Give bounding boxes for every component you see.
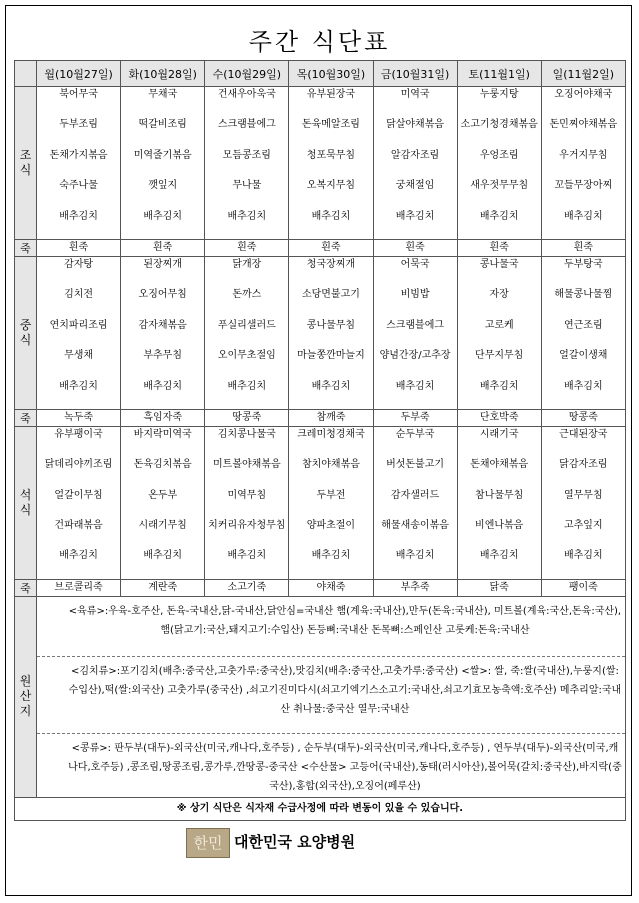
menu-item: 두부전 bbox=[316, 489, 346, 501]
menu-item: 버섯돈불고기 bbox=[386, 459, 445, 471]
menu-item: 된장찌개 bbox=[143, 258, 182, 270]
menu-item: 미역무침 bbox=[227, 489, 267, 501]
juk-label: 죽 bbox=[15, 409, 37, 426]
menu-item: 닭데리야끼조림 bbox=[44, 459, 113, 471]
menu-item: 마늘쫑깐마늘지 bbox=[297, 350, 365, 362]
day-header: 목(10월30일) bbox=[289, 61, 373, 87]
dinner-label: 석 식 bbox=[15, 426, 37, 579]
juk-item: 흰죽 bbox=[37, 239, 121, 256]
menu-item: 순두부국 bbox=[395, 428, 435, 440]
origin-kimchi: <김치류>:포기김치(배추:중국산,고춧가루:중국산),맛김치(배추:중국산,고춧가루:중국산) <쌀>: 쌀, 죽:쌀(국내산),누룽지(쌀:수입산),떡(쌀:외국산) 고춧가루(중국산) ,쇠고기진미다시(쇠고기엑기스소고기:국내산,쇠고기효모농축액:호주산) 메추리알:국내산 취나물:중국산 열무:국내산 bbox=[37, 656, 625, 733]
breakfast-label: 조 식 bbox=[15, 87, 37, 240]
dinner-juk-row bbox=[15, 579, 626, 596]
origin-meat: <육류>:우육-호주산, 돈육-국내산,닭-국내산,닭안심=국내산 햄(계육:국내산),만두(돈육:국내산), 미트볼(계육:국산,돈육:국산),햄(닭고기:국산,돼지고기:수입산) 돈등뼈:국내산 돈목뼈:스페인산 고롯케:돈육:국내산 bbox=[68, 605, 622, 636]
breakfast-row bbox=[15, 87, 626, 240]
menu-item: 돈육메알조림 bbox=[301, 119, 360, 131]
page-title: 주간 식단표 bbox=[248, 28, 391, 56]
breakfast-day-cell bbox=[37, 87, 121, 240]
menu-item: 소고기청경채볶음 bbox=[460, 119, 538, 131]
lunch-juk-row bbox=[15, 409, 626, 426]
juk-item: 흰죽 bbox=[289, 239, 373, 256]
menu-item: 두부조림 bbox=[59, 119, 98, 131]
menu-item: 온두부 bbox=[148, 489, 178, 501]
day-header: 화(10월28일) bbox=[121, 61, 205, 87]
day-header: 토(11월1일) bbox=[457, 61, 541, 87]
breakfast-day-cell bbox=[373, 87, 457, 240]
header-corner bbox=[15, 61, 37, 87]
menu-item: 오이무초절임 bbox=[217, 350, 276, 362]
menu-item: 배추김치 bbox=[563, 550, 603, 562]
menu-item: 콩나물국 bbox=[479, 258, 519, 270]
menu-item: 근대된장국 bbox=[559, 428, 608, 440]
juk-item: 녹두죽 bbox=[37, 409, 121, 426]
hospital-name: 대한민국 요양병원 bbox=[234, 833, 356, 851]
origin-row bbox=[15, 596, 626, 797]
juk-item: 흰죽 bbox=[457, 239, 541, 256]
origin-beans-seafood: <콩류>: 판두부(대두)-외국산(미국,캐나다,호주등) , 순두부(대두)-외국산(미국,캐나다,호주등) , 연두부(대두)-외국산(미국,캐나다,호주등) ,콩조림,땅콩조림,콩가루,깐땅콩-중국산 <수산물> 고등어(국내산),동태(러시아산),볼어묵(갈치:중국산),바지락(중국산),홍합(외국산),오징어(페루산) bbox=[37, 733, 625, 797]
menu-item: 배추김치 bbox=[311, 380, 351, 392]
juk-item: 소고기죽 bbox=[205, 579, 289, 596]
note-row bbox=[15, 797, 626, 820]
menu-item: 바지락미역국 bbox=[133, 428, 192, 440]
menu-item: 북어무국 bbox=[59, 89, 98, 100]
juk-item: 흰죽 bbox=[205, 239, 289, 256]
juk-item: 참깨죽 bbox=[289, 409, 373, 426]
menu-item: 시래기무침 bbox=[138, 520, 187, 532]
juk-item: 흰죽 bbox=[373, 239, 457, 256]
menu-item: 감자채볶음 bbox=[138, 319, 187, 331]
menu-item: 비빔밥 bbox=[400, 289, 430, 301]
day-header: 월(10월27일) bbox=[37, 61, 121, 87]
dinner-day-cell bbox=[289, 426, 373, 579]
menu-item: 고추잎지 bbox=[563, 520, 603, 532]
breakfast-day-cell bbox=[457, 87, 541, 240]
lunch-day-cell bbox=[205, 256, 289, 409]
menu-table bbox=[14, 60, 626, 821]
menu-item: 스크램블에그 bbox=[386, 319, 445, 331]
menu-item: 크레미청경채국 bbox=[297, 428, 365, 440]
menu-item: 우엉조림 bbox=[479, 149, 519, 161]
juk-label: 죽 bbox=[15, 239, 37, 256]
menu-item: 소당면불고기 bbox=[301, 289, 360, 301]
menu-item: 두부탕국 bbox=[563, 258, 603, 270]
menu-item: 꼬들무장아찌 bbox=[554, 180, 613, 192]
menu-item: 얼갈이생채 bbox=[559, 350, 608, 362]
lunch-day-cell bbox=[289, 256, 373, 409]
menu-item: 돈민찌야채볶음 bbox=[549, 119, 618, 131]
dinner-day-cell bbox=[541, 426, 625, 579]
menu-item: 배추김치 bbox=[479, 380, 519, 392]
menu-item: 미역줄기볶음 bbox=[133, 149, 192, 161]
menu-item: 오징어야채국 bbox=[554, 89, 613, 100]
menu-item: 푸실리샐러드 bbox=[217, 319, 276, 331]
menu-item: 배추김치 bbox=[143, 380, 182, 392]
menu-item: 배추김치 bbox=[227, 380, 267, 392]
menu-item: 청포묵무침 bbox=[306, 149, 356, 161]
menu-item: 오복지무침 bbox=[306, 180, 356, 192]
dinner-day-cell bbox=[205, 426, 289, 579]
menu-item: 배추김치 bbox=[59, 550, 98, 562]
menu-item: 배추김치 bbox=[563, 210, 603, 222]
menu-item: 배추김치 bbox=[311, 550, 351, 562]
menu-item: 배추김치 bbox=[395, 380, 435, 392]
menu-item: 돈육김치볶음 bbox=[133, 459, 192, 471]
dinner-day-cell bbox=[37, 426, 121, 579]
menu-item: 양념간장/고추장 bbox=[379, 350, 451, 362]
menu-item: 배추김치 bbox=[563, 380, 603, 392]
menu-item: 청국장찌개 bbox=[306, 258, 356, 270]
menu-item: 부추무침 bbox=[143, 350, 182, 362]
menu-item: 숙주나물 bbox=[59, 180, 98, 192]
juk-item: 땅콩죽 bbox=[541, 409, 625, 426]
menu-item: 궁채절임 bbox=[395, 180, 435, 192]
juk-item: 흰죽 bbox=[541, 239, 625, 256]
menu-item: 참치야채볶음 bbox=[301, 459, 360, 471]
menu-item: 돈채야채볶음 bbox=[470, 459, 529, 471]
breakfast-day-cell bbox=[205, 87, 289, 240]
breakfast-day-cell bbox=[121, 87, 205, 240]
menu-item: 닭감자조림 bbox=[559, 459, 608, 471]
menu-item: 양파초절이 bbox=[306, 520, 356, 532]
menu-item: 유부된장국 bbox=[306, 89, 356, 100]
menu-item: 미트볼야채볶음 bbox=[213, 459, 281, 471]
menu-item: 알감자조림 bbox=[390, 149, 440, 161]
menu-item: 해물새송이볶음 bbox=[381, 520, 449, 532]
menu-item: 어묵국 bbox=[400, 258, 430, 270]
menu-item: 비엔나볶음 bbox=[475, 520, 524, 532]
menu-item: 연치파리조림 bbox=[49, 319, 108, 331]
header-row bbox=[15, 61, 626, 87]
menu-item: 배추김치 bbox=[227, 550, 267, 562]
menu-item: 배추김치 bbox=[479, 210, 519, 222]
menu-item: 치커리유자청무침 bbox=[208, 520, 286, 532]
juk-label: 죽 bbox=[15, 579, 37, 596]
menu-item: 얼갈이무침 bbox=[54, 489, 103, 501]
hospital-logo: 한민 bbox=[186, 828, 230, 858]
menu-item: 열무무침 bbox=[563, 489, 603, 501]
menu-item: 미역국 bbox=[400, 89, 430, 100]
menu-item: 새우젓무무침 bbox=[470, 180, 529, 192]
menu-item: 건파래볶음 bbox=[54, 520, 103, 532]
menu-item: 깻잎지 bbox=[148, 180, 178, 192]
menu-item: 무나물 bbox=[232, 180, 262, 192]
menu-item: 김치전 bbox=[64, 289, 94, 301]
juk-item: 브로콜리죽 bbox=[37, 579, 121, 596]
lunch-row bbox=[15, 256, 626, 409]
lunch-day-cell bbox=[121, 256, 205, 409]
juk-item: 흑임자죽 bbox=[121, 409, 205, 426]
menu-item: 배추김치 bbox=[479, 550, 519, 562]
menu-item: 떡갈비조림 bbox=[138, 119, 187, 131]
menu-item: 닭살야채볶음 bbox=[386, 119, 445, 131]
menu-item: 배추김치 bbox=[59, 380, 98, 392]
juk-item: 흰죽 bbox=[121, 239, 205, 256]
juk-item: 부추죽 bbox=[373, 579, 457, 596]
menu-item: 배추김치 bbox=[395, 210, 435, 222]
menu-item: 배추김치 bbox=[143, 210, 182, 222]
menu-item: 건새우아욱국 bbox=[217, 89, 276, 100]
menu-item: 고로케 bbox=[484, 319, 514, 331]
juk-item: 닭죽 bbox=[457, 579, 541, 596]
lunch-day-cell bbox=[373, 256, 457, 409]
lunch-day-cell bbox=[37, 256, 121, 409]
origin-label: 원 산 지 bbox=[15, 596, 37, 797]
juk-item: 팽이죽 bbox=[541, 579, 625, 596]
breakfast-juk-row bbox=[15, 239, 626, 256]
origin-content bbox=[37, 596, 626, 797]
juk-item: 야채죽 bbox=[289, 579, 373, 596]
menu-item: 돈까스 bbox=[232, 289, 262, 301]
lunch-day-cell bbox=[541, 256, 625, 409]
dinner-day-cell bbox=[373, 426, 457, 579]
notice-text: ※ 상기 식단은 식자재 수급사정에 따라 변동이 있을 수 있습니다. bbox=[15, 797, 626, 820]
menu-item: 배추김치 bbox=[227, 210, 267, 222]
menu-item: 배추김치 bbox=[59, 210, 98, 222]
lunch-day-cell bbox=[457, 256, 541, 409]
day-header: 금(10월31일) bbox=[373, 61, 457, 87]
lunch-label: 중 식 bbox=[15, 256, 37, 409]
menu-item: 누룽지탕 bbox=[479, 89, 519, 100]
menu-item: 모듬콩조림 bbox=[222, 149, 271, 161]
menu-item: 배추김치 bbox=[143, 550, 182, 562]
menu-item: 감자샐러드 bbox=[390, 489, 440, 501]
menu-item: 단무지무침 bbox=[475, 350, 524, 362]
menu-item: 돈채가지볶음 bbox=[49, 149, 108, 161]
dinner-day-cell bbox=[457, 426, 541, 579]
day-header: 수(10월29일) bbox=[205, 61, 289, 87]
juk-item: 두부죽 bbox=[373, 409, 457, 426]
menu-item: 무생채 bbox=[64, 350, 94, 362]
menu-item: 배추김치 bbox=[395, 550, 435, 562]
menu-item: 해물콩나물찜 bbox=[554, 289, 613, 301]
menu-item: 배추김치 bbox=[311, 210, 351, 222]
breakfast-day-cell bbox=[541, 87, 625, 240]
menu-item: 오징어무침 bbox=[138, 289, 187, 301]
juk-item: 단호박죽 bbox=[457, 409, 541, 426]
menu-item: 우거지무침 bbox=[559, 149, 608, 161]
menu-item: 무채국 bbox=[148, 89, 178, 100]
dinner-row bbox=[15, 426, 626, 579]
day-header: 일(11월2일) bbox=[541, 61, 625, 87]
menu-item: 유부팽이국 bbox=[54, 428, 103, 440]
juk-item: 땅콩죽 bbox=[205, 409, 289, 426]
menu-item: 스크램블에그 bbox=[217, 119, 276, 131]
menu-item: 닭개장 bbox=[232, 258, 262, 270]
dinner-day-cell bbox=[121, 426, 205, 579]
breakfast-day-cell bbox=[289, 87, 373, 240]
menu-item: 콩나물무침 bbox=[306, 319, 356, 331]
menu-item: 시래기국 bbox=[479, 428, 519, 440]
menu-item: 감자탕 bbox=[64, 258, 94, 270]
menu-item: 연근조림 bbox=[563, 319, 603, 331]
menu-item: 자장 bbox=[489, 289, 509, 301]
juk-item: 계란죽 bbox=[121, 579, 205, 596]
menu-item: 참나물무침 bbox=[475, 489, 524, 501]
menu-item: 김치콩나물국 bbox=[217, 428, 276, 440]
